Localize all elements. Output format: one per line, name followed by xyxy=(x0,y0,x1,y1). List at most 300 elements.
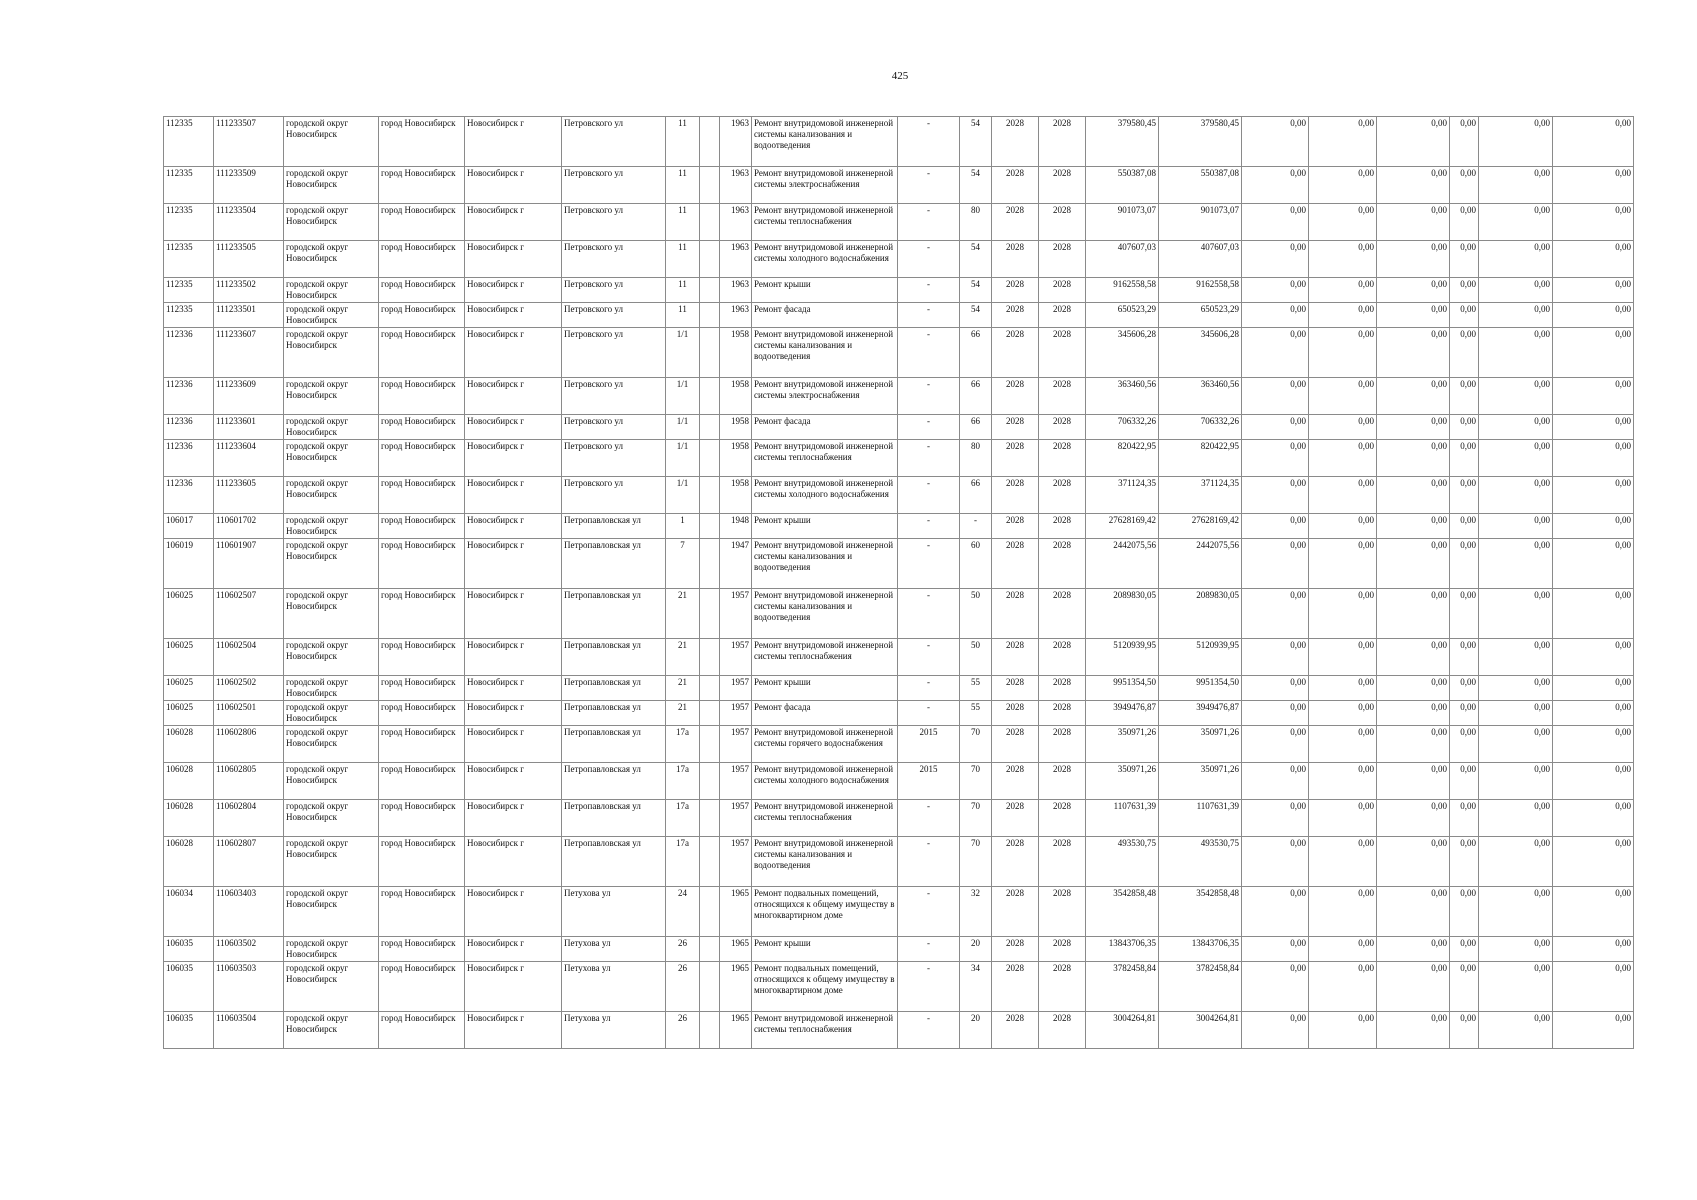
cell-city: Новосибирск г xyxy=(465,763,562,800)
cell-blank xyxy=(700,726,720,763)
cell-fund-4: 0,00 xyxy=(1450,514,1479,539)
cell-settlement: город Новосибирск xyxy=(379,204,465,241)
cell-settlement: город Новосибирск xyxy=(379,962,465,1012)
cell-work: Ремонт крыши xyxy=(752,937,898,962)
cell-fund-4: 0,00 xyxy=(1450,303,1479,328)
cell-end-year: 2028 xyxy=(1039,278,1086,303)
cell-fund-4: 0,00 xyxy=(1450,241,1479,278)
cell-fund-1: 0,00 xyxy=(1242,726,1309,763)
cell-year: 1963 xyxy=(720,278,752,303)
cell-district: городской округ Новосибирск xyxy=(284,328,379,378)
cell-fund-1: 0,00 xyxy=(1242,763,1309,800)
table-row xyxy=(164,415,1634,440)
cell-street: Петровского ул xyxy=(562,241,666,278)
cell-fund-3: 0,00 xyxy=(1377,837,1450,887)
cell-prev-repair: - xyxy=(898,701,960,726)
cell-wear: 60 xyxy=(960,539,992,589)
cell-fund-5: 0,00 xyxy=(1479,440,1553,477)
cell-total-cost: 27628169,42 xyxy=(1086,514,1159,539)
table-row xyxy=(164,241,1634,278)
cell-blank xyxy=(700,477,720,514)
cell-id: 106035 xyxy=(164,937,214,962)
cell-blank xyxy=(700,328,720,378)
cell-fund-3: 0,00 xyxy=(1377,328,1450,378)
cell-district: городской округ Новосибирск xyxy=(284,378,379,415)
cell-fund-6: 0,00 xyxy=(1553,962,1634,1012)
cell-settlement: город Новосибирск xyxy=(379,514,465,539)
cell-street: Петровского ул xyxy=(562,204,666,241)
cell-settlement: город Новосибирск xyxy=(379,117,465,167)
cell-year: 1965 xyxy=(720,887,752,937)
cell-fund-6: 0,00 xyxy=(1553,117,1634,167)
cell-fund-5: 0,00 xyxy=(1479,204,1553,241)
cell-total-cost: 3542858,48 xyxy=(1086,887,1159,937)
cell-wear: 54 xyxy=(960,278,992,303)
cell-end-year: 2028 xyxy=(1039,204,1086,241)
table-row xyxy=(164,204,1634,241)
cell-wear: 32 xyxy=(960,887,992,937)
cell-fund-6: 0,00 xyxy=(1553,763,1634,800)
cell-work: Ремонт внутридомовой инженерной системы электроснабжения xyxy=(752,378,898,415)
cell-settlement: город Новосибирск xyxy=(379,328,465,378)
cell-fund-4: 0,00 xyxy=(1450,701,1479,726)
cell-total-cost: 650523,29 xyxy=(1086,303,1159,328)
cell-fund-2: 0,00 xyxy=(1309,241,1377,278)
cell-blank xyxy=(700,937,720,962)
cell-house: 1/1 xyxy=(666,477,700,514)
cell-fund-6: 0,00 xyxy=(1553,241,1634,278)
cell-fund-3: 0,00 xyxy=(1377,117,1450,167)
cell-amount: 27628169,42 xyxy=(1159,514,1242,539)
cell-house: 26 xyxy=(666,962,700,1012)
cell-city: Новосибирск г xyxy=(465,539,562,589)
cell-start-year: 2028 xyxy=(992,167,1039,204)
cell-fund-1: 0,00 xyxy=(1242,278,1309,303)
cell-amount: 350971,26 xyxy=(1159,726,1242,763)
cell-fund-5: 0,00 xyxy=(1479,726,1553,763)
cell-fund-3: 0,00 xyxy=(1377,639,1450,676)
cell-end-year: 2028 xyxy=(1039,676,1086,701)
cell-fund-2: 0,00 xyxy=(1309,204,1377,241)
cell-fund-5: 0,00 xyxy=(1479,303,1553,328)
cell-house: 11 xyxy=(666,278,700,303)
cell-blank xyxy=(700,589,720,639)
cell-id: 112335 xyxy=(164,204,214,241)
cell-fund-1: 0,00 xyxy=(1242,415,1309,440)
program-table xyxy=(163,116,1634,1049)
cell-settlement: город Новосибирск xyxy=(379,676,465,701)
cell-amount: 706332,26 xyxy=(1159,415,1242,440)
cell-fund-5: 0,00 xyxy=(1479,167,1553,204)
cell-street: Петровского ул xyxy=(562,167,666,204)
cell-fund-3: 0,00 xyxy=(1377,440,1450,477)
cell-street: Петропавловская ул xyxy=(562,539,666,589)
cell-total-cost: 350971,26 xyxy=(1086,763,1159,800)
cell-code: 111233609 xyxy=(214,378,284,415)
cell-settlement: город Новосибирск xyxy=(379,726,465,763)
cell-wear: 50 xyxy=(960,589,992,639)
cell-year: 1957 xyxy=(720,800,752,837)
cell-total-cost: 13843706,35 xyxy=(1086,937,1159,962)
cell-start-year: 2028 xyxy=(992,328,1039,378)
cell-fund-5: 0,00 xyxy=(1479,676,1553,701)
cell-city: Новосибирск г xyxy=(465,241,562,278)
cell-id: 106028 xyxy=(164,726,214,763)
cell-work: Ремонт фасада xyxy=(752,415,898,440)
cell-year: 1963 xyxy=(720,167,752,204)
cell-end-year: 2028 xyxy=(1039,962,1086,1012)
table-row xyxy=(164,278,1634,303)
cell-code: 110602807 xyxy=(214,837,284,887)
cell-street: Петропавловская ул xyxy=(562,837,666,887)
cell-city: Новосибирск г xyxy=(465,278,562,303)
cell-blank xyxy=(700,514,720,539)
cell-id: 112335 xyxy=(164,117,214,167)
cell-fund-2: 0,00 xyxy=(1309,763,1377,800)
cell-wear: 80 xyxy=(960,204,992,241)
cell-code: 111233604 xyxy=(214,440,284,477)
cell-fund-4: 0,00 xyxy=(1450,887,1479,937)
cell-amount: 5120939,95 xyxy=(1159,639,1242,676)
cell-amount: 13843706,35 xyxy=(1159,937,1242,962)
cell-work: Ремонт подвальных помещений, относящихся к общему имуществу в многоквартирном доме xyxy=(752,962,898,1012)
cell-prev-repair: - xyxy=(898,378,960,415)
cell-house: 11 xyxy=(666,167,700,204)
cell-district: городской округ Новосибирск xyxy=(284,477,379,514)
cell-district: городской округ Новосибирск xyxy=(284,589,379,639)
cell-fund-3: 0,00 xyxy=(1377,415,1450,440)
cell-amount: 350971,26 xyxy=(1159,763,1242,800)
cell-prev-repair: - xyxy=(898,887,960,937)
cell-house: 11 xyxy=(666,241,700,278)
cell-fund-1: 0,00 xyxy=(1242,117,1309,167)
cell-prev-repair: - xyxy=(898,539,960,589)
cell-fund-3: 0,00 xyxy=(1377,1012,1450,1049)
cell-start-year: 2028 xyxy=(992,589,1039,639)
cell-prev-repair: - xyxy=(898,514,960,539)
cell-settlement: город Новосибирск xyxy=(379,1012,465,1049)
cell-district: городской округ Новосибирск xyxy=(284,887,379,937)
cell-wear: 20 xyxy=(960,1012,992,1049)
cell-district: городской округ Новосибирск xyxy=(284,639,379,676)
cell-id: 106025 xyxy=(164,639,214,676)
cell-fund-1: 0,00 xyxy=(1242,204,1309,241)
table-row xyxy=(164,477,1634,514)
cell-fund-5: 0,00 xyxy=(1479,763,1553,800)
cell-id: 112335 xyxy=(164,241,214,278)
cell-end-year: 2028 xyxy=(1039,726,1086,763)
cell-end-year: 2028 xyxy=(1039,639,1086,676)
cell-city: Новосибирск г xyxy=(465,701,562,726)
cell-city: Новосибирск г xyxy=(465,676,562,701)
cell-year: 1957 xyxy=(720,639,752,676)
cell-start-year: 2028 xyxy=(992,639,1039,676)
cell-year: 1957 xyxy=(720,726,752,763)
cell-total-cost: 350971,26 xyxy=(1086,726,1159,763)
cell-wear: 54 xyxy=(960,303,992,328)
cell-district: городской округ Новосибирск xyxy=(284,800,379,837)
cell-settlement: город Новосибирск xyxy=(379,887,465,937)
cell-fund-2: 0,00 xyxy=(1309,117,1377,167)
cell-prev-repair: - xyxy=(898,440,960,477)
cell-city: Новосибирск г xyxy=(465,167,562,204)
cell-start-year: 2028 xyxy=(992,937,1039,962)
table-row xyxy=(164,763,1634,800)
cell-fund-6: 0,00 xyxy=(1553,167,1634,204)
cell-fund-4: 0,00 xyxy=(1450,278,1479,303)
cell-code: 111233504 xyxy=(214,204,284,241)
cell-fund-6: 0,00 xyxy=(1553,303,1634,328)
cell-fund-2: 0,00 xyxy=(1309,962,1377,1012)
cell-work: Ремонт фасада xyxy=(752,701,898,726)
cell-fund-5: 0,00 xyxy=(1479,241,1553,278)
cell-fund-6: 0,00 xyxy=(1553,589,1634,639)
cell-fund-5: 0,00 xyxy=(1479,962,1553,1012)
cell-end-year: 2028 xyxy=(1039,241,1086,278)
cell-blank xyxy=(700,887,720,937)
cell-fund-1: 0,00 xyxy=(1242,378,1309,415)
cell-house: 17а xyxy=(666,800,700,837)
cell-city: Новосибирск г xyxy=(465,1012,562,1049)
cell-total-cost: 820422,95 xyxy=(1086,440,1159,477)
cell-street: Петровского ул xyxy=(562,117,666,167)
cell-code: 110603502 xyxy=(214,937,284,962)
cell-fund-3: 0,00 xyxy=(1377,887,1450,937)
cell-prev-repair: - xyxy=(898,800,960,837)
cell-street: Петропавловская ул xyxy=(562,701,666,726)
cell-start-year: 2028 xyxy=(992,676,1039,701)
cell-fund-5: 0,00 xyxy=(1479,477,1553,514)
cell-settlement: город Новосибирск xyxy=(379,701,465,726)
cell-settlement: город Новосибирск xyxy=(379,639,465,676)
cell-fund-6: 0,00 xyxy=(1553,415,1634,440)
cell-start-year: 2028 xyxy=(992,800,1039,837)
cell-start-year: 2028 xyxy=(992,514,1039,539)
table-row xyxy=(164,328,1634,378)
cell-id: 106028 xyxy=(164,837,214,887)
cell-start-year: 2028 xyxy=(992,726,1039,763)
cell-fund-1: 0,00 xyxy=(1242,937,1309,962)
cell-settlement: город Новосибирск xyxy=(379,589,465,639)
cell-street: Петухова ул xyxy=(562,1012,666,1049)
cell-city: Новосибирск г xyxy=(465,477,562,514)
cell-fund-4: 0,00 xyxy=(1450,539,1479,589)
cell-fund-3: 0,00 xyxy=(1377,477,1450,514)
cell-total-cost: 407607,03 xyxy=(1086,241,1159,278)
table-row xyxy=(164,639,1634,676)
cell-city: Новосибирск г xyxy=(465,639,562,676)
cell-fund-4: 0,00 xyxy=(1450,440,1479,477)
cell-fund-5: 0,00 xyxy=(1479,328,1553,378)
cell-id: 112336 xyxy=(164,477,214,514)
cell-id: 106034 xyxy=(164,887,214,937)
cell-end-year: 2028 xyxy=(1039,303,1086,328)
cell-id: 112335 xyxy=(164,278,214,303)
cell-amount: 1107631,39 xyxy=(1159,800,1242,837)
cell-end-year: 2028 xyxy=(1039,1012,1086,1049)
table-row xyxy=(164,962,1634,1012)
cell-fund-6: 0,00 xyxy=(1553,204,1634,241)
cell-district: городской округ Новосибирск xyxy=(284,701,379,726)
cell-code: 111233607 xyxy=(214,328,284,378)
cell-city: Новосибирск г xyxy=(465,328,562,378)
cell-fund-6: 0,00 xyxy=(1553,539,1634,589)
cell-district: городской округ Новосибирск xyxy=(284,204,379,241)
cell-fund-3: 0,00 xyxy=(1377,701,1450,726)
cell-fund-1: 0,00 xyxy=(1242,477,1309,514)
cell-fund-6: 0,00 xyxy=(1553,440,1634,477)
cell-city: Новосибирск г xyxy=(465,303,562,328)
table-row xyxy=(164,726,1634,763)
cell-fund-3: 0,00 xyxy=(1377,241,1450,278)
cell-wear: 66 xyxy=(960,415,992,440)
cell-fund-5: 0,00 xyxy=(1479,639,1553,676)
cell-year: 1947 xyxy=(720,539,752,589)
cell-district: городской округ Новосибирск xyxy=(284,676,379,701)
cell-code: 110603503 xyxy=(214,962,284,1012)
cell-street: Петровского ул xyxy=(562,477,666,514)
cell-total-cost: 379580,45 xyxy=(1086,117,1159,167)
cell-start-year: 2028 xyxy=(992,887,1039,937)
cell-year: 1948 xyxy=(720,514,752,539)
cell-blank xyxy=(700,241,720,278)
cell-fund-2: 0,00 xyxy=(1309,589,1377,639)
cell-district: городской округ Новосибирск xyxy=(284,241,379,278)
cell-fund-3: 0,00 xyxy=(1377,962,1450,1012)
cell-start-year: 2028 xyxy=(992,701,1039,726)
cell-settlement: город Новосибирск xyxy=(379,937,465,962)
cell-district: городской округ Новосибирск xyxy=(284,117,379,167)
cell-fund-3: 0,00 xyxy=(1377,204,1450,241)
cell-id: 112336 xyxy=(164,328,214,378)
cell-fund-6: 0,00 xyxy=(1553,328,1634,378)
cell-amount: 371124,35 xyxy=(1159,477,1242,514)
cell-year: 1958 xyxy=(720,477,752,514)
cell-end-year: 2028 xyxy=(1039,887,1086,937)
cell-code: 111233507 xyxy=(214,117,284,167)
cell-start-year: 2028 xyxy=(992,378,1039,415)
cell-fund-4: 0,00 xyxy=(1450,676,1479,701)
cell-house: 11 xyxy=(666,117,700,167)
cell-work: Ремонт крыши xyxy=(752,676,898,701)
cell-fund-4: 0,00 xyxy=(1450,378,1479,415)
cell-code: 110601702 xyxy=(214,514,284,539)
cell-year: 1965 xyxy=(720,937,752,962)
cell-fund-5: 0,00 xyxy=(1479,589,1553,639)
cell-end-year: 2028 xyxy=(1039,167,1086,204)
cell-amount: 820422,95 xyxy=(1159,440,1242,477)
cell-total-cost: 2089830,05 xyxy=(1086,589,1159,639)
cell-wear: 70 xyxy=(960,726,992,763)
cell-blank xyxy=(700,763,720,800)
cell-wear: 66 xyxy=(960,328,992,378)
cell-city: Новосибирск г xyxy=(465,800,562,837)
cell-year: 1957 xyxy=(720,701,752,726)
cell-wear: 55 xyxy=(960,701,992,726)
cell-house: 1/1 xyxy=(666,328,700,378)
cell-wear: - xyxy=(960,514,992,539)
cell-house: 21 xyxy=(666,639,700,676)
cell-prev-repair: - xyxy=(898,1012,960,1049)
cell-blank xyxy=(700,303,720,328)
cell-amount: 493530,75 xyxy=(1159,837,1242,887)
cell-id: 106028 xyxy=(164,800,214,837)
cell-fund-4: 0,00 xyxy=(1450,763,1479,800)
cell-settlement: город Новосибирск xyxy=(379,167,465,204)
cell-house: 21 xyxy=(666,701,700,726)
table-row xyxy=(164,589,1634,639)
cell-city: Новосибирск г xyxy=(465,887,562,937)
cell-work: Ремонт внутридомовой инженерной системы канализования и водоотведения xyxy=(752,589,898,639)
cell-end-year: 2028 xyxy=(1039,477,1086,514)
cell-city: Новосибирск г xyxy=(465,440,562,477)
cell-wear: 70 xyxy=(960,837,992,887)
cell-id: 106017 xyxy=(164,514,214,539)
cell-city: Новосибирск г xyxy=(465,204,562,241)
cell-start-year: 2028 xyxy=(992,204,1039,241)
cell-work: Ремонт крыши xyxy=(752,514,898,539)
cell-fund-6: 0,00 xyxy=(1553,676,1634,701)
cell-start-year: 2028 xyxy=(992,440,1039,477)
cell-year: 1957 xyxy=(720,676,752,701)
cell-end-year: 2028 xyxy=(1039,117,1086,167)
cell-fund-1: 0,00 xyxy=(1242,887,1309,937)
cell-year: 1963 xyxy=(720,117,752,167)
cell-prev-repair: - xyxy=(898,962,960,1012)
cell-city: Новосибирск г xyxy=(465,589,562,639)
cell-work: Ремонт крыши xyxy=(752,278,898,303)
cell-total-cost: 2442075,56 xyxy=(1086,539,1159,589)
cell-city: Новосибирск г xyxy=(465,117,562,167)
cell-total-cost: 1107631,39 xyxy=(1086,800,1159,837)
cell-fund-6: 0,00 xyxy=(1553,639,1634,676)
cell-year: 1963 xyxy=(720,303,752,328)
cell-fund-6: 0,00 xyxy=(1553,837,1634,887)
cell-total-cost: 3004264,81 xyxy=(1086,1012,1159,1049)
cell-house: 17а xyxy=(666,837,700,887)
cell-street: Петропавловская ул xyxy=(562,676,666,701)
cell-fund-2: 0,00 xyxy=(1309,328,1377,378)
cell-prev-repair: - xyxy=(898,415,960,440)
cell-house: 21 xyxy=(666,676,700,701)
cell-fund-2: 0,00 xyxy=(1309,378,1377,415)
cell-fund-1: 0,00 xyxy=(1242,328,1309,378)
cell-prev-repair: - xyxy=(898,204,960,241)
cell-amount: 2442075,56 xyxy=(1159,539,1242,589)
cell-city: Новосибирск г xyxy=(465,726,562,763)
cell-total-cost: 3782458,84 xyxy=(1086,962,1159,1012)
cell-fund-5: 0,00 xyxy=(1479,1012,1553,1049)
cell-fund-6: 0,00 xyxy=(1553,887,1634,937)
cell-fund-5: 0,00 xyxy=(1479,117,1553,167)
cell-end-year: 2028 xyxy=(1039,539,1086,589)
cell-fund-1: 0,00 xyxy=(1242,303,1309,328)
cell-work: Ремонт внутридомовой инженерной системы теплоснабжения xyxy=(752,204,898,241)
cell-start-year: 2028 xyxy=(992,278,1039,303)
cell-fund-2: 0,00 xyxy=(1309,701,1377,726)
cell-prev-repair: - xyxy=(898,278,960,303)
cell-prev-repair: - xyxy=(898,303,960,328)
table-row xyxy=(164,1012,1634,1049)
cell-code: 111233502 xyxy=(214,278,284,303)
cell-wear: 20 xyxy=(960,937,992,962)
cell-work: Ремонт внутридомовой инженерной системы горячего водоснабжения xyxy=(752,726,898,763)
cell-start-year: 2028 xyxy=(992,763,1039,800)
cell-blank xyxy=(700,117,720,167)
cell-blank xyxy=(700,701,720,726)
cell-work: Ремонт внутридомовой инженерной системы холодного водоснабжения xyxy=(752,477,898,514)
cell-code: 110602504 xyxy=(214,639,284,676)
